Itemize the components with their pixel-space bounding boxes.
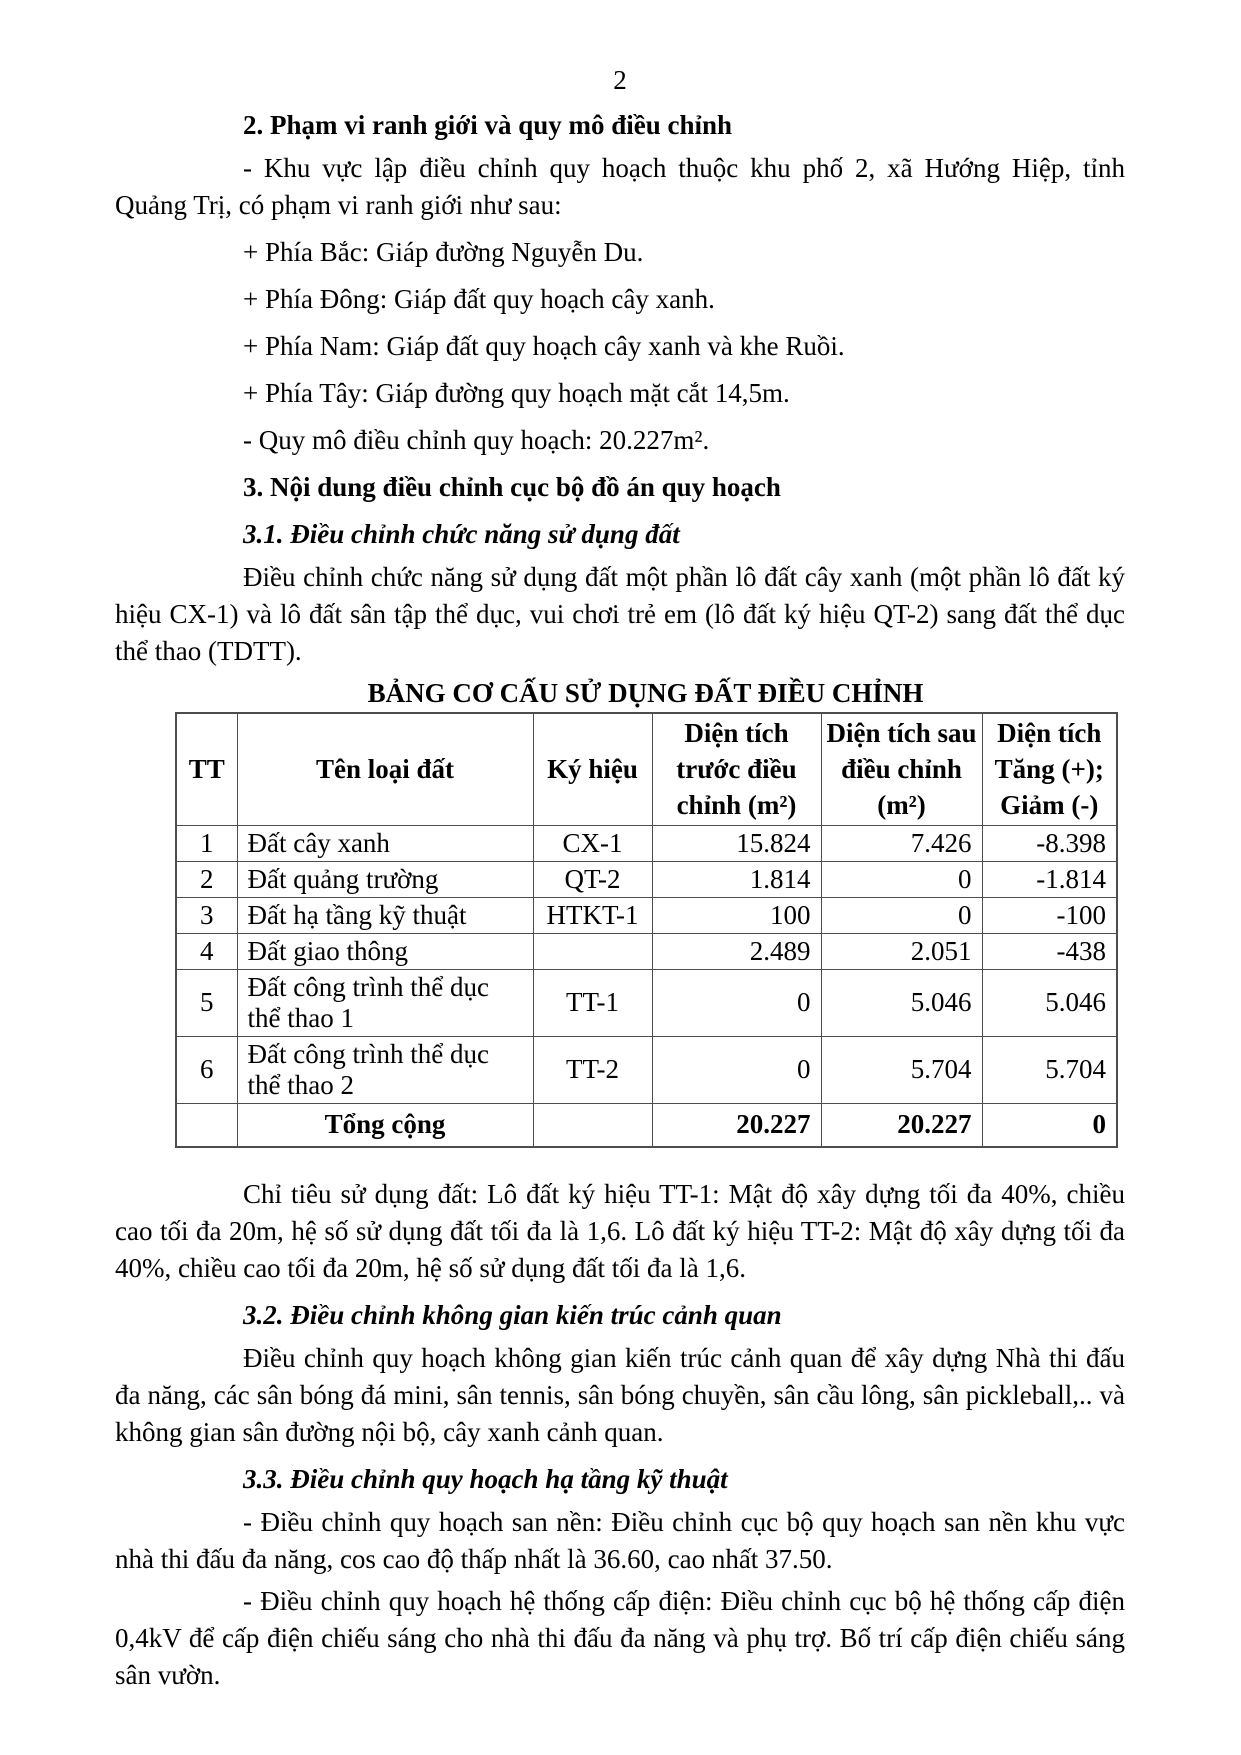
cell-dien-tich-truoc: 0 <box>652 1036 821 1103</box>
table-row <box>176 969 1117 1036</box>
cell-ten-loai-dat: Đất hạ tầng kỹ thuật <box>237 897 533 933</box>
cell-dien-tich-truoc: 2.489 <box>652 933 821 969</box>
cell-dien-tich-sau: 0 <box>821 897 982 933</box>
boundary-south: + Phía Nam: Giáp đất quy hoạch cây xanh và khe Ruồi. <box>243 331 845 361</box>
cell-tt: 1 <box>176 825 237 861</box>
cell-tt: 3 <box>176 897 237 933</box>
cell-dien-tich-truoc: 15.824 <box>652 825 821 861</box>
cell-tang-giam: -100 <box>982 897 1117 933</box>
cell-ky-hieu: CX-1 <box>533 825 652 861</box>
cell-tt: 5 <box>176 969 237 1036</box>
cell-ten-loai-dat: Đất giao thông <box>237 933 533 969</box>
land-use-table <box>175 712 1118 1148</box>
boundary-west: + Phía Tây: Giáp đường quy hoạch mặt cắt 14,5m. <box>243 378 790 408</box>
cell-dien-tich-truoc: 100 <box>652 897 821 933</box>
cell-tang-giam: -1.814 <box>982 861 1117 897</box>
cell-tt <box>176 1103 237 1147</box>
cell-dien-tich-sau: 7.426 <box>821 825 982 861</box>
paragraph-scope: - Khu vực lập điều chỉnh quy hoạch thuộc khu phố 2, xã Hướng Hiệp, tỉnh Quảng Trị, có phạm vi ranh giới như sau: <box>115 153 1125 220</box>
cell-ky-hieu <box>533 1103 652 1147</box>
cell-tt: 2 <box>176 861 237 897</box>
boundary-east: + Phía Đông: Giáp đất quy hoạch cây xanh. <box>243 284 715 314</box>
cell-tang-giam: 0 <box>982 1103 1117 1147</box>
cell-dien-tich-sau: 5.046 <box>821 969 982 1036</box>
paragraph-3-1: Điều chỉnh chức năng sử dụng đất một phần lô đất cây xanh (một phần lô đất ký hiệu CX-1) và lô đất sân tập thể dục, vui chơi trẻ em (lô đất ký hiệu QT-2) sang đất thể dục thể thao (TDTT). <box>115 562 1125 666</box>
cell-tang-giam: -8.398 <box>982 825 1117 861</box>
paragraph-3-2: Điều chỉnh quy hoạch không gian kiến trúc cảnh quan để xây dựng Nhà thi đấu đa năng, các sân bóng đá mini, sân tennis, sân bóng chuyền, sân cầu lông, sân pickleball,.. và không gian sân đường nội bộ, cây xanh cảnh quan. <box>115 1343 1125 1447</box>
header-ky-hieu: Ký hiệu <box>533 713 652 825</box>
heading-section-3: 3. Nội dung điều chỉnh cục bộ đồ án quy hoạch <box>243 472 781 502</box>
heading-section-3-1: 3.1. Điều chỉnh chức năng sử dụng đất <box>243 519 680 549</box>
cell-tang-giam: 5.704 <box>982 1036 1117 1103</box>
cell-ky-hieu <box>533 933 652 969</box>
heading-section-3-3: 3.3. Điều chỉnh quy hoạch hạ tầng kỹ thuật <box>243 1464 728 1494</box>
table-row <box>176 933 1117 969</box>
cell-ten-loai-dat: Đất công trình thể dục thể thao 1 <box>237 969 533 1036</box>
table-total-row <box>176 1103 1117 1147</box>
cell-dien-tich-truoc: 1.814 <box>652 861 821 897</box>
table-title: BẢNG CƠ CẤU SỬ DỤNG ĐẤT ĐIỀU CHỈNH <box>367 678 924 708</box>
header-ten-loai-dat: Tên loại đất <box>237 713 533 825</box>
table-row <box>176 897 1117 933</box>
cell-ky-hieu: TT-2 <box>533 1036 652 1103</box>
table-header-row <box>176 713 1117 825</box>
cell-dien-tich-sau: 5.704 <box>821 1036 982 1103</box>
paragraph-3-3-san-nen: - Điều chỉnh quy hoạch san nền: Điều chỉnh cục bộ quy hoạch san nền khu vực nhà thi đấu đa năng, cos cao độ thấp nhất là 36.60, cao nhất 37.50. <box>115 1507 1125 1574</box>
boundary-north: + Phía Bắc: Giáp đường Nguyễn Du. <box>243 237 644 267</box>
paragraph-chi-tieu: Chỉ tiêu sử dụng đất: Lô đất ký hiệu TT-1: Mật độ xây dựng tối đa 40%, chiều cao tối đa 20m, hệ số sử dụng đất tối đa là 1,6. Lô đất ký hiệu TT-2: Mật độ xây dựng tối đa 40%, chiều cao tối đa 20m, hệ số sử dụng đất tối đa là 1,6. <box>115 1179 1125 1283</box>
cell-ten-loai-dat: Đất cây xanh <box>237 825 533 861</box>
header-dien-tich-sau: Diện tích sau điều chỉnh (m²) <box>821 713 982 825</box>
paragraph-scale: - Quy mô điều chỉnh quy hoạch: 20.227m². <box>243 425 710 455</box>
cell-ten-loai-dat: Đất quảng trường <box>237 861 533 897</box>
cell-dien-tich-sau: 2.051 <box>821 933 982 969</box>
cell-tt: 4 <box>176 933 237 969</box>
cell-ky-hieu: QT-2 <box>533 861 652 897</box>
cell-total-label: Tổng cộng <box>237 1103 533 1147</box>
cell-dien-tich-truoc: 0 <box>652 969 821 1036</box>
cell-dien-tich-sau: 20.227 <box>821 1103 982 1147</box>
cell-ten-loai-dat: Đất công trình thể dục thể thao 2 <box>237 1036 533 1103</box>
table-row <box>176 1036 1117 1103</box>
cell-tt: 6 <box>176 1036 237 1103</box>
cell-tang-giam: -438 <box>982 933 1117 969</box>
page-number: 2 <box>613 65 627 95</box>
header-tang-giam: Diện tích Tăng (+); Giảm (-) <box>982 713 1117 825</box>
heading-section-2: 2. Phạm vi ranh giới và quy mô điều chỉnh <box>243 110 733 140</box>
cell-ky-hieu: HTKT-1 <box>533 897 652 933</box>
cell-ky-hieu: TT-1 <box>533 969 652 1036</box>
header-tt: TT <box>176 713 237 825</box>
cell-tang-giam: 5.046 <box>982 969 1117 1036</box>
table-row <box>176 861 1117 897</box>
cell-dien-tich-sau: 0 <box>821 861 982 897</box>
cell-dien-tich-truoc: 20.227 <box>652 1103 821 1147</box>
paragraph-3-3-cap-dien: - Điều chỉnh quy hoạch hệ thống cấp điện: Điều chỉnh cục bộ hệ thống cấp điện 0,4kV để cấp điện chiếu sáng cho nhà thi đấu đa năng và phụ trợ. Bố trí cấp điện chiếu sáng sân vườn. <box>115 1586 1125 1690</box>
header-dien-tich-truoc: Diện tích trước điều chỉnh (m²) <box>652 713 821 825</box>
table-row <box>176 825 1117 861</box>
heading-section-3-2: 3.2. Điều chỉnh không gian kiến trúc cảnh quan <box>243 1300 782 1330</box>
land-use-table-block <box>175 675 1116 1148</box>
